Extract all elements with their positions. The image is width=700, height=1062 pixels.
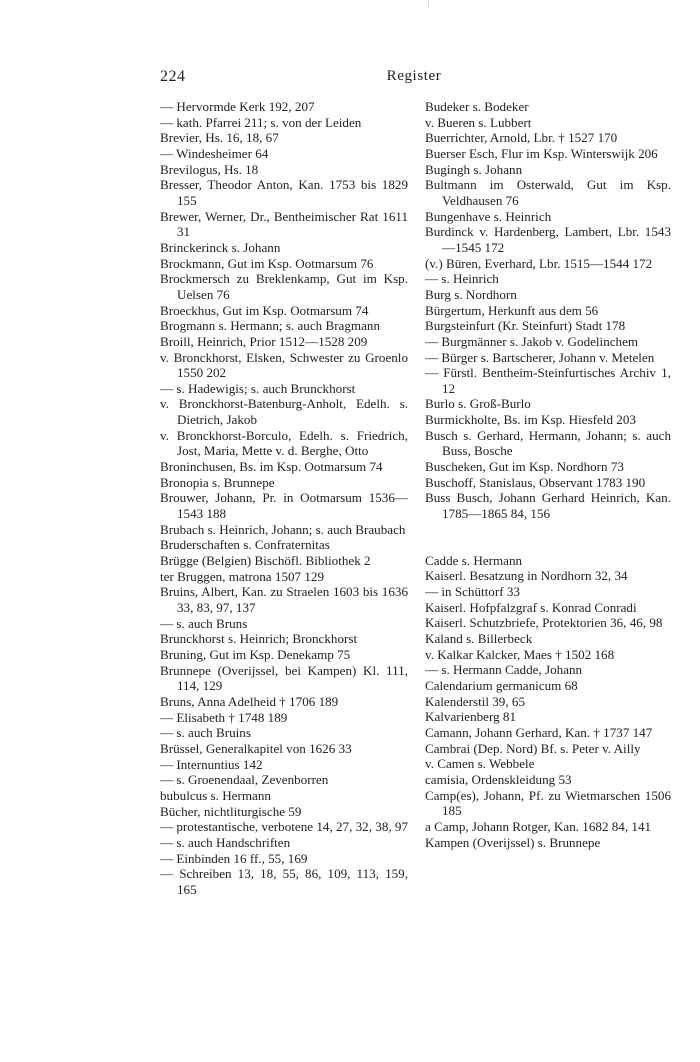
index-entry: Bresser, Theodor Anton, Kan. 1753 bis 1829 155 bbox=[160, 177, 408, 208]
index-entry: — Schreiben 13, 18, 55, 86, 109, 113, 159, 165 bbox=[160, 866, 408, 897]
scan-mark bbox=[428, 0, 429, 8]
index-entry: — Einbinden 16 ff., 55, 169 bbox=[160, 850, 308, 866]
index-entry: — s. Groenendaal, Zevenborren bbox=[160, 772, 329, 788]
index-entry: camisia, Ordenskleidung 53 bbox=[425, 771, 572, 787]
index-entry: Bruns, Anna Adelheid † 1706 189 bbox=[160, 693, 339, 709]
index-entry: Brevier, Hs. 16, 18, 67 bbox=[160, 130, 279, 146]
index-entry: Bruning, Gut im Ksp. Denekamp 75 bbox=[160, 646, 351, 662]
index-entry: Buscheken, Gut im Ksp. Nordhorn 73 bbox=[425, 459, 624, 475]
index-entry: Kaiserl. Besatzung in Nordhorn 32, 34 bbox=[425, 568, 628, 584]
index-entry: Kaiserl. Schutzbriefe, Protektorien 36, 46, 98 bbox=[425, 615, 663, 631]
index-entry: — s. auch Bruins bbox=[160, 725, 251, 741]
index-entry: — Fürstl. Bentheim-Steinfurtisches Archiv 1, 12 bbox=[425, 365, 671, 396]
index-entry: Buss Busch, Johann Gerhard Heinrich, Kan. 1785—1865 84, 156 bbox=[425, 490, 671, 522]
page-number: 224 bbox=[160, 68, 186, 85]
index-entry: Brockmann, Gut im Ksp. Ootmarsum 76 bbox=[160, 255, 374, 271]
index-entry: Brinckerinck s. Johann bbox=[160, 239, 281, 255]
index-entry: Burg s. Nordhorn bbox=[425, 286, 517, 302]
index-entry: Brewer, Werner, Dr., Bentheimischer Rat 1611 31 bbox=[160, 208, 408, 240]
index-entry: — Burgmänner s. Jakob v. Godelinchem bbox=[425, 333, 639, 349]
index-entry: Brockmersch zu Breklenkamp, Gut im Ksp. Uelsen 76 bbox=[160, 271, 408, 302]
index-entry: Broill, Heinrich, Prior 1512—1528 209 bbox=[160, 333, 368, 349]
index-entry: ter Bruggen, matrona 1507 129 bbox=[160, 568, 324, 584]
index-entry: — Hervormde Kerk 192, 207 bbox=[160, 99, 315, 114]
index-entry: Bungenhave s. Heinrich bbox=[425, 208, 552, 224]
left-column bbox=[160, 99, 408, 897]
index-entry: Busch s. Gerhard, Hermann, Johann; s. auch Buss, Bosche bbox=[425, 427, 671, 459]
right-column-bottom bbox=[425, 553, 671, 850]
index-entry: v. Bronckhorst-Batenburg-Anholt, Edelh. s. Dietrich, Jakob bbox=[160, 396, 408, 428]
section-gap bbox=[425, 522, 671, 553]
index-entry: — Bürger s. Bartscherer, Johann v. Metelen bbox=[425, 349, 655, 365]
index-entry: Brogmann s. Hermann; s. auch Bragmann bbox=[160, 318, 380, 334]
index-entry: — s. Hermann Cadde, Johann bbox=[425, 662, 583, 678]
index-entry: Brügge (Belgien) Bischöfl. Bibliothek 2 bbox=[160, 553, 371, 569]
index-entry: Budeker s. Bodeker bbox=[425, 99, 529, 114]
index-entry: — Elisabeth † 1748 189 bbox=[160, 709, 288, 725]
index-entry: — protestantische, verbotene 14, 27, 32, 38, 97 bbox=[160, 819, 409, 835]
index-entry: Cambrai (Dep. Nord) Bf. s. Peter v. Ailly bbox=[425, 740, 641, 756]
index-entry: v. Bronckhorst-Borculo, Edelh. s. Friedrich, Jost, Maria, Mette v. d. Berghe, Otto bbox=[160, 427, 408, 459]
index-entry: v. Camen s. Webbele bbox=[425, 756, 535, 772]
index-entry: Camp(es), Johann, Pf. zu Wietmarschen 1506 185 bbox=[425, 787, 671, 819]
index-entry: Buerrichter, Arnold, Lbr. † 1527 170 bbox=[425, 130, 618, 146]
right-column bbox=[425, 99, 671, 850]
index-entry: (v.) Büren, Everhard, Lbr. 1515—1544 172 bbox=[425, 255, 653, 271]
index-entry: Buerser Esch, Flur im Ksp. Winterswijk 206 bbox=[425, 145, 658, 161]
index-entry: a Camp, Johann Rotger, Kan. 1682 84, 141 bbox=[425, 818, 652, 834]
index-entry: Brunnepe (Overijssel, bei Kampen) Kl. 111, 114, 129 bbox=[160, 662, 408, 694]
index-entry: Bürgertum, Herkunft aus dem 56 bbox=[425, 302, 599, 318]
index-entry: Bücher, nichtliturgische 59 bbox=[160, 803, 302, 819]
index-entry: Kaland s. Billerbeck bbox=[425, 631, 533, 646]
index-entry: Brevilogus, Hs. 18 bbox=[160, 161, 259, 177]
index-entry: — s. Heinrich bbox=[425, 271, 499, 287]
index-entry: Brüssel, Generalkapitel von 1626 33 bbox=[160, 740, 352, 756]
index-entry: Burlo s. Groß-Burlo bbox=[425, 396, 531, 412]
index-entry: — Internuntius 142 bbox=[160, 756, 263, 772]
index-entry: Buschoff, Stanislaus, Observant 1783 190 bbox=[425, 474, 646, 490]
index-entry: Brouwer, Johann, Pr. in Ootmarsum 1536—1543 188 bbox=[160, 490, 408, 522]
index-entry: Calendarium germanicum 68 bbox=[425, 677, 578, 693]
running-title: Register bbox=[386, 68, 442, 84]
index-entry: — in Schüttorf 33 bbox=[425, 584, 520, 600]
index-entry: Kampen (Overijssel) s. Brunnepe bbox=[425, 834, 601, 850]
index-entry: Cadde s. Hermann bbox=[425, 552, 523, 568]
index-entry: Bronopia s. Brunnepe bbox=[160, 474, 275, 490]
index-entry: v. Bronckhorst, Elsken, Schwester zu Groenlo 1550 202 bbox=[160, 349, 408, 381]
index-entry: Brunckhorst s. Heinrich; Bronckhorst bbox=[160, 631, 358, 647]
index-entry: Bultmann im Osterwald, Gut im Ksp. Veldhausen 76 bbox=[425, 177, 671, 208]
index-entry: Brubach s. Heinrich, Johann; s. auch Braubach bbox=[160, 521, 406, 537]
index-entry: Burgsteinfurt (Kr. Steinfurt) Stadt 178 bbox=[425, 318, 626, 334]
index-entry: bubulcus s. Hermann bbox=[160, 787, 271, 803]
index-entry: Bugingh s. Johann bbox=[425, 161, 523, 177]
index-entry: Burdinck v. Hardenberg, Lambert, Lbr. 1543—1545 172 bbox=[425, 224, 671, 255]
index-entry: Camann, Johann Gerhard, Kan. † 1737 147 bbox=[425, 724, 653, 740]
right-column-top bbox=[425, 99, 671, 522]
index-entry: — s. auch Bruns bbox=[160, 615, 248, 631]
index-entry: Bruins, Albert, Kan. zu Straelen 1603 bis 1636 33, 83, 97, 137 bbox=[160, 584, 408, 615]
index-entry: — Windesheimer 64 bbox=[160, 145, 269, 161]
index-entry: v. Bueren s. Lubbert bbox=[425, 114, 532, 130]
index-entry: Burmickholte, Bs. im Ksp. Hiesfeld 203 bbox=[425, 412, 636, 428]
index-entry: Bruderschaften s. Confraternitas bbox=[160, 537, 330, 553]
index-entry: Broeckhus, Gut im Ksp. Ootmarsum 74 bbox=[160, 302, 369, 318]
index-entry: Broninchusen, Bs. im Ksp. Ootmarsum 74 bbox=[160, 459, 383, 475]
index-entry: — s. auch Handschriften bbox=[160, 834, 291, 850]
index-entry: — s. Hadewigis; s. auch Brunckhorst bbox=[160, 380, 356, 396]
index-entry: Kaiserl. Hofpfalzgraf s. Konrad Conradi bbox=[425, 599, 637, 615]
index-entry: Kalvarienberg 81 bbox=[425, 709, 517, 725]
page-header bbox=[160, 68, 668, 92]
index-entry: v. Kalkar Kalcker, Maes † 1502 168 bbox=[425, 646, 615, 662]
index-entry: — kath. Pfarrei 211; s. von der Leiden bbox=[160, 114, 362, 130]
index-entry: Kalenderstil 39, 65 bbox=[425, 693, 525, 709]
